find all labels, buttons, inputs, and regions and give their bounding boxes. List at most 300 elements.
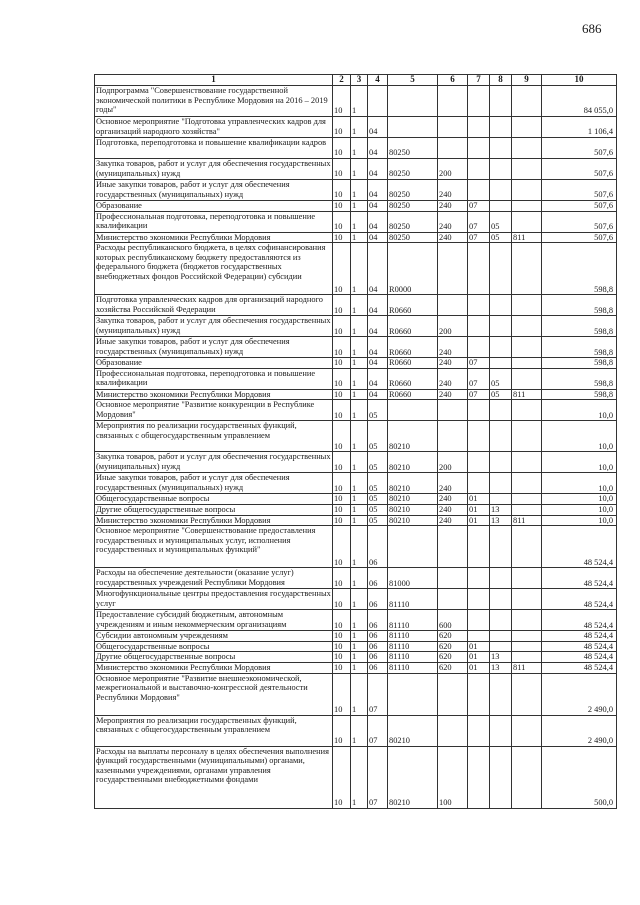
col-8-value: [490, 358, 512, 369]
col-6-value: 240: [438, 389, 468, 400]
col-3-value: 1: [351, 232, 368, 243]
table-row: [95, 159, 617, 180]
col-4-value: 06: [368, 641, 388, 652]
table-row: [95, 652, 617, 663]
col-4-value: 06: [368, 652, 388, 663]
col-6-value: 600: [438, 610, 468, 631]
col-7-value: [468, 631, 490, 642]
col-2-value: 10: [333, 473, 351, 494]
col-4-value: 04: [368, 243, 388, 295]
col-4-value: 04: [368, 138, 388, 159]
row-name: Министерство экономики Республики Мордовия: [95, 232, 333, 243]
col-3-value: 1: [351, 337, 368, 358]
table-row: [95, 389, 617, 400]
budget-table: [94, 74, 617, 809]
col-4-value: 04: [368, 201, 388, 212]
col-7-value: 07: [468, 232, 490, 243]
amount-value: 507,6: [542, 211, 617, 232]
col-2-value: 10: [333, 295, 351, 316]
col-4-value: 05: [368, 452, 388, 473]
table-row: [95, 473, 617, 494]
row-name: Профессиональная подготовка, переподготовка и повышение квалификации: [95, 211, 333, 232]
amount-value: 10,0: [542, 515, 617, 526]
col-6-value: 240: [438, 515, 468, 526]
amount-value: 48 524,4: [542, 652, 617, 663]
amount-value: 48 524,4: [542, 631, 617, 642]
col-3-value: 1: [351, 421, 368, 452]
col-8-value: [490, 473, 512, 494]
amount-value: 48 524,4: [542, 641, 617, 652]
col-2-value: 10: [333, 589, 351, 610]
col-8-value: [490, 715, 512, 746]
col-5-value: 80250: [388, 138, 438, 159]
col-3-value: 1: [351, 673, 368, 715]
col-9-value: 811: [512, 232, 542, 243]
row-name: Подпрограмма "Совершенствование государственной экономической политики в Республике Мордовия на 2016 – 2019 годы": [95, 86, 333, 117]
col-7-value: [468, 159, 490, 180]
amount-value: 507,6: [542, 232, 617, 243]
amount-value: 10,0: [542, 494, 617, 505]
col-9-value: [512, 589, 542, 610]
col-9-value: [512, 746, 542, 808]
header-cell: 1: [95, 75, 333, 86]
col-6-value: 620: [438, 631, 468, 642]
col-3-value: 1: [351, 504, 368, 515]
row-name: Расходы на выплаты персоналу в целях обеспечения выполнения функций государственными (муниципальными) органами, казенными учреждениями, органами управления государственными внебюджетными фондами: [95, 746, 333, 808]
col-6-value: [438, 243, 468, 295]
col-4-value: 06: [368, 589, 388, 610]
col-2-value: 10: [333, 452, 351, 473]
col-9-value: [512, 86, 542, 117]
amount-value: 598,8: [542, 316, 617, 337]
table-row: [95, 515, 617, 526]
col-8-value: 13: [490, 652, 512, 663]
col-4-value: 06: [368, 568, 388, 589]
table-row: [95, 746, 617, 808]
col-8-value: [490, 180, 512, 201]
row-name: Образование: [95, 358, 333, 369]
amount-value: 48 524,4: [542, 662, 617, 673]
col-5-value: R0660: [388, 368, 438, 389]
page-number: 686: [582, 21, 602, 36]
col-2-value: 10: [333, 631, 351, 642]
col-2-value: 10: [333, 526, 351, 568]
col-4-value: [368, 86, 388, 117]
header-cell: 8: [490, 75, 512, 86]
row-name: Министерство экономики Республики Мордовия: [95, 515, 333, 526]
col-2-value: 10: [333, 232, 351, 243]
col-8-value: [490, 117, 512, 138]
col-4-value: 04: [368, 159, 388, 180]
row-name: Основное мероприятие "Подготовка управленческих кадров для организаций народного хозяйства": [95, 117, 333, 138]
col-7-value: [468, 473, 490, 494]
col-8-value: [490, 86, 512, 117]
col-7-value: [468, 117, 490, 138]
col-8-value: [490, 138, 512, 159]
col-4-value: 06: [368, 526, 388, 568]
col-6-value: [438, 295, 468, 316]
col-5-value: 81000: [388, 568, 438, 589]
col-5-value: 80210: [388, 715, 438, 746]
col-6-value: 240: [438, 368, 468, 389]
col-4-value: 04: [368, 117, 388, 138]
col-3-value: 1: [351, 211, 368, 232]
col-4-value: 05: [368, 494, 388, 505]
row-name: Иные закупки товаров, работ и услуг для обеспечения государственных (муниципальных) нужд: [95, 180, 333, 201]
col-3-value: 1: [351, 589, 368, 610]
table-row: [95, 358, 617, 369]
amount-value: 10,0: [542, 421, 617, 452]
row-name: Образование: [95, 201, 333, 212]
table-row: [95, 504, 617, 515]
col-7-value: 01: [468, 515, 490, 526]
col-7-value: [468, 421, 490, 452]
col-6-value: [438, 400, 468, 421]
col-7-value: [468, 86, 490, 117]
col-7-value: 01: [468, 641, 490, 652]
row-name: Многофункциональные центры предоставления государственных услуг: [96, 589, 331, 608]
col-3-value: 1: [351, 117, 368, 138]
col-8-value: [490, 243, 512, 295]
row-name: Основное мероприятие "Развитие внешнеэкономической, межрегиональной и выставочно-конгрессной деятельности Республики Мордовия": [95, 673, 333, 715]
amount-value: 507,6: [542, 201, 617, 212]
header-cell: 4: [368, 75, 388, 86]
row-name: Профессиональная подготовка, переподготовка и повышение квалификации: [95, 368, 333, 389]
col-4-value: 04: [368, 337, 388, 358]
col-3-value: 1: [351, 389, 368, 400]
col-9-value: [512, 715, 542, 746]
col-6-value: 200: [438, 316, 468, 337]
col-6-value: 200: [438, 452, 468, 473]
col-9-value: [512, 295, 542, 316]
col-9-value: [512, 180, 542, 201]
col-8-value: [490, 746, 512, 808]
col-6-value: 240: [438, 358, 468, 369]
col-5-value: 80250: [388, 232, 438, 243]
col-9-value: [512, 631, 542, 642]
col-7-value: 07: [468, 389, 490, 400]
col-8-value: [490, 159, 512, 180]
table-row: [95, 180, 617, 201]
col-5-value: 80210: [388, 494, 438, 505]
col-7-value: [468, 589, 490, 610]
col-4-value: 05: [368, 400, 388, 421]
col-5-value: 80210: [388, 421, 438, 452]
col-2-value: 10: [333, 494, 351, 505]
row-name: Основное мероприятие "Совершенствование предоставления государственных и муниципальных услуг, исполнения государственных и муниципальных функций": [95, 526, 333, 568]
col-2-value: 10: [333, 515, 351, 526]
row-name: Субсидии автономным учреждениям: [95, 631, 333, 642]
col-2-value: 10: [333, 641, 351, 652]
col-2-value: 10: [333, 243, 351, 295]
col-7-value: [468, 673, 490, 715]
table-row: [95, 641, 617, 652]
col-2-value: 10: [333, 159, 351, 180]
col-3-value: 1: [351, 610, 368, 631]
col-9-value: [512, 652, 542, 663]
col-7-value: 01: [468, 494, 490, 505]
row-name: Иные закупки товаров, работ и услуг для обеспечения государственных (муниципальных) нужд: [95, 473, 333, 494]
col-5-value: R0660: [388, 316, 438, 337]
amount-value: 598,8: [542, 389, 617, 400]
col-5-value: 81110: [388, 589, 438, 610]
col-8-value: [490, 201, 512, 212]
col-5-value: 81110: [388, 641, 438, 652]
table-row: [95, 201, 617, 212]
col-8-value: [490, 610, 512, 631]
amount-value: 84 055,0: [542, 86, 617, 117]
col-4-value: 04: [368, 389, 388, 400]
col-2-value: 10: [333, 138, 351, 159]
col-7-value: 01: [468, 652, 490, 663]
table-row: [95, 368, 617, 389]
col-9-value: [512, 138, 542, 159]
col-7-value: 07: [468, 201, 490, 212]
col-4-value: 04: [368, 358, 388, 369]
col-2-value: 10: [333, 652, 351, 663]
row-name: Основное мероприятие "Развитие конкуренции в Республике Мордовия": [95, 400, 333, 421]
col-7-value: [468, 295, 490, 316]
col-6-value: 240: [438, 494, 468, 505]
col-4-value: 04: [368, 316, 388, 337]
col-9-value: [512, 504, 542, 515]
col-3-value: 1: [351, 473, 368, 494]
col-5-value: R0660: [388, 295, 438, 316]
col-7-value: [468, 746, 490, 808]
row-name: Расходы республиканского бюджета, в целях софинансирования которых республиканскому бюджету предоставляются из федерального бюджета (бюджетов государственных внебюджетных фондов Российской Федерации) субсидии: [95, 243, 333, 295]
amount-value: 507,6: [542, 180, 617, 201]
col-3-value: 1: [351, 316, 368, 337]
col-3-value: 1: [351, 358, 368, 369]
col-3-value: 1: [351, 201, 368, 212]
col-9-value: [512, 117, 542, 138]
col-4-value: 04: [368, 211, 388, 232]
table-header-row: [95, 75, 617, 86]
col-6-value: 100: [438, 746, 468, 808]
table-row: [95, 337, 617, 358]
col-9-value: 811: [512, 515, 542, 526]
col-2-value: 10: [333, 568, 351, 589]
col-5-value: 80250: [388, 211, 438, 232]
row-name: Иные закупки товаров, работ и услуг для обеспечения государственных (муниципальных) нужд: [95, 337, 333, 358]
col-7-value: 07: [468, 211, 490, 232]
col-2-value: 10: [333, 358, 351, 369]
col-6-value: 620: [438, 641, 468, 652]
header-cell: 9: [512, 75, 542, 86]
table-body: [95, 86, 617, 809]
col-6-value: 620: [438, 652, 468, 663]
col-3-value: 1: [351, 180, 368, 201]
col-6-value: [438, 673, 468, 715]
header-cell: 6: [438, 75, 468, 86]
col-5-value: 81110: [388, 652, 438, 663]
col-8-value: [490, 452, 512, 473]
col-2-value: 10: [333, 421, 351, 452]
table-row: [95, 117, 617, 138]
col-5-value: 80210: [388, 746, 438, 808]
col-9-value: [512, 159, 542, 180]
col-3-value: 1: [351, 494, 368, 505]
col-7-value: [468, 243, 490, 295]
amount-value: 10,0: [542, 473, 617, 494]
table-row: [95, 452, 617, 473]
col-6-value: 200: [438, 159, 468, 180]
col-4-value: 07: [368, 715, 388, 746]
col-4-value: 04: [368, 180, 388, 201]
amount-value: 598,8: [542, 337, 617, 358]
col-3-value: 1: [351, 138, 368, 159]
table-row: [95, 400, 617, 421]
col-9-value: [512, 243, 542, 295]
col-4-value: 05: [368, 515, 388, 526]
row-name: Министерство экономики Республики Мордовия: [95, 389, 333, 400]
row-name: Другие общегосударственные вопросы: [95, 652, 333, 663]
col-5-value: 81110: [388, 631, 438, 642]
row-name: Мероприятия по реализации государственных функций, связанных с общегосударственным управлением: [95, 715, 333, 746]
amount-value: 507,6: [542, 159, 617, 180]
col-2-value: 10: [333, 610, 351, 631]
col-8-value: 05: [490, 211, 512, 232]
header-cell: 2: [333, 75, 351, 86]
table-row: [95, 673, 617, 715]
col-6-value: 240: [438, 211, 468, 232]
amount-value: 2 490,0: [542, 715, 617, 746]
col-8-value: [490, 295, 512, 316]
col-5-value: [388, 400, 438, 421]
col-9-value: 811: [512, 662, 542, 673]
row-name: Общегосударственные вопросы: [95, 494, 333, 505]
amount-value: 598,8: [542, 368, 617, 389]
col-8-value: 05: [490, 232, 512, 243]
col-8-value: [490, 316, 512, 337]
col-8-value: 05: [490, 368, 512, 389]
col-7-value: [468, 568, 490, 589]
col-7-value: [468, 452, 490, 473]
col-7-value: 01: [468, 662, 490, 673]
col-9-value: [512, 368, 542, 389]
col-8-value: [490, 337, 512, 358]
amount-value: 500,0: [542, 746, 617, 808]
amount-value: 2 490,0: [542, 673, 617, 715]
col-5-value: [388, 86, 438, 117]
col-2-value: 10: [333, 86, 351, 117]
col-6-value: [438, 568, 468, 589]
col-6-value: 240: [438, 201, 468, 212]
table-row: [95, 494, 617, 505]
col-6-value: [438, 589, 468, 610]
table-row: [95, 243, 617, 295]
col-2-value: 10: [333, 211, 351, 232]
table-row: [95, 138, 617, 159]
col-2-value: 10: [333, 337, 351, 358]
table-row: [95, 589, 617, 610]
col-2-value: 10: [333, 746, 351, 808]
col-6-value: [438, 138, 468, 159]
col-2-value: 10: [333, 389, 351, 400]
amount-value: 48 524,4: [542, 589, 617, 610]
col-7-value: 07: [468, 358, 490, 369]
col-9-value: [512, 211, 542, 232]
col-4-value: 04: [368, 232, 388, 243]
col-6-value: [438, 86, 468, 117]
col-7-value: [468, 180, 490, 201]
table-row: [95, 631, 617, 642]
col-3-value: 1: [351, 159, 368, 180]
col-4-value: 05: [368, 504, 388, 515]
col-5-value: 80250: [388, 201, 438, 212]
col-6-value: 240: [438, 232, 468, 243]
col-8-value: [490, 421, 512, 452]
table-row: [95, 715, 617, 746]
col-4-value: 06: [368, 610, 388, 631]
col-6-value: 620: [438, 662, 468, 673]
col-9-value: [512, 568, 542, 589]
col-6-value: [438, 421, 468, 452]
col-2-value: 10: [333, 180, 351, 201]
col-9-value: [512, 610, 542, 631]
col-7-value: [468, 337, 490, 358]
amount-value: 48 524,4: [542, 610, 617, 631]
col-3-value: 1: [351, 295, 368, 316]
col-7-value: [468, 316, 490, 337]
col-2-value: 10: [333, 662, 351, 673]
col-2-value: 10: [333, 316, 351, 337]
col-5-value: 80210: [388, 515, 438, 526]
col-5-value: 80210: [388, 452, 438, 473]
header-cell: 7: [468, 75, 490, 86]
col-5-value: R0660: [388, 337, 438, 358]
row-name: Подготовка, переподготовка и повышение квалификации кадров: [95, 138, 333, 159]
col-9-value: [512, 473, 542, 494]
col-8-value: [490, 673, 512, 715]
col-3-value: 1: [351, 368, 368, 389]
amount-value: 48 524,4: [542, 526, 617, 568]
col-8-value: [490, 568, 512, 589]
col-8-value: 13: [490, 662, 512, 673]
table-row: [95, 86, 617, 117]
table-row: [95, 568, 617, 589]
col-5-value: 80250: [388, 180, 438, 201]
col-6-value: 240: [438, 180, 468, 201]
col-3-value: 1: [351, 452, 368, 473]
col-9-value: [512, 494, 542, 505]
col-9-value: [512, 400, 542, 421]
col-7-value: [468, 138, 490, 159]
col-6-value: [438, 715, 468, 746]
row-name: Предоставление субсидий бюджетным, автономным учреждениям и иным некоммерческим организациям: [95, 610, 333, 631]
col-9-value: [512, 421, 542, 452]
col-9-value: [512, 201, 542, 212]
col-5-value: R0660: [388, 358, 438, 369]
amount-value: 598,8: [542, 243, 617, 295]
col-8-value: [490, 494, 512, 505]
col-4-value: 05: [368, 473, 388, 494]
col-2-value: 10: [333, 715, 351, 746]
amount-value: 507,6: [542, 138, 617, 159]
table-row: [95, 232, 617, 243]
col-5-value: R0660: [388, 389, 438, 400]
col-7-value: [468, 715, 490, 746]
col-9-value: [512, 337, 542, 358]
col-5-value: [388, 673, 438, 715]
col-9-value: [512, 526, 542, 568]
col-3-value: 1: [351, 526, 368, 568]
col-2-value: 10: [333, 117, 351, 138]
col-8-value: [490, 631, 512, 642]
header-cell: 10: [542, 75, 617, 86]
col-4-value: 06: [368, 631, 388, 642]
table-row: [95, 316, 617, 337]
